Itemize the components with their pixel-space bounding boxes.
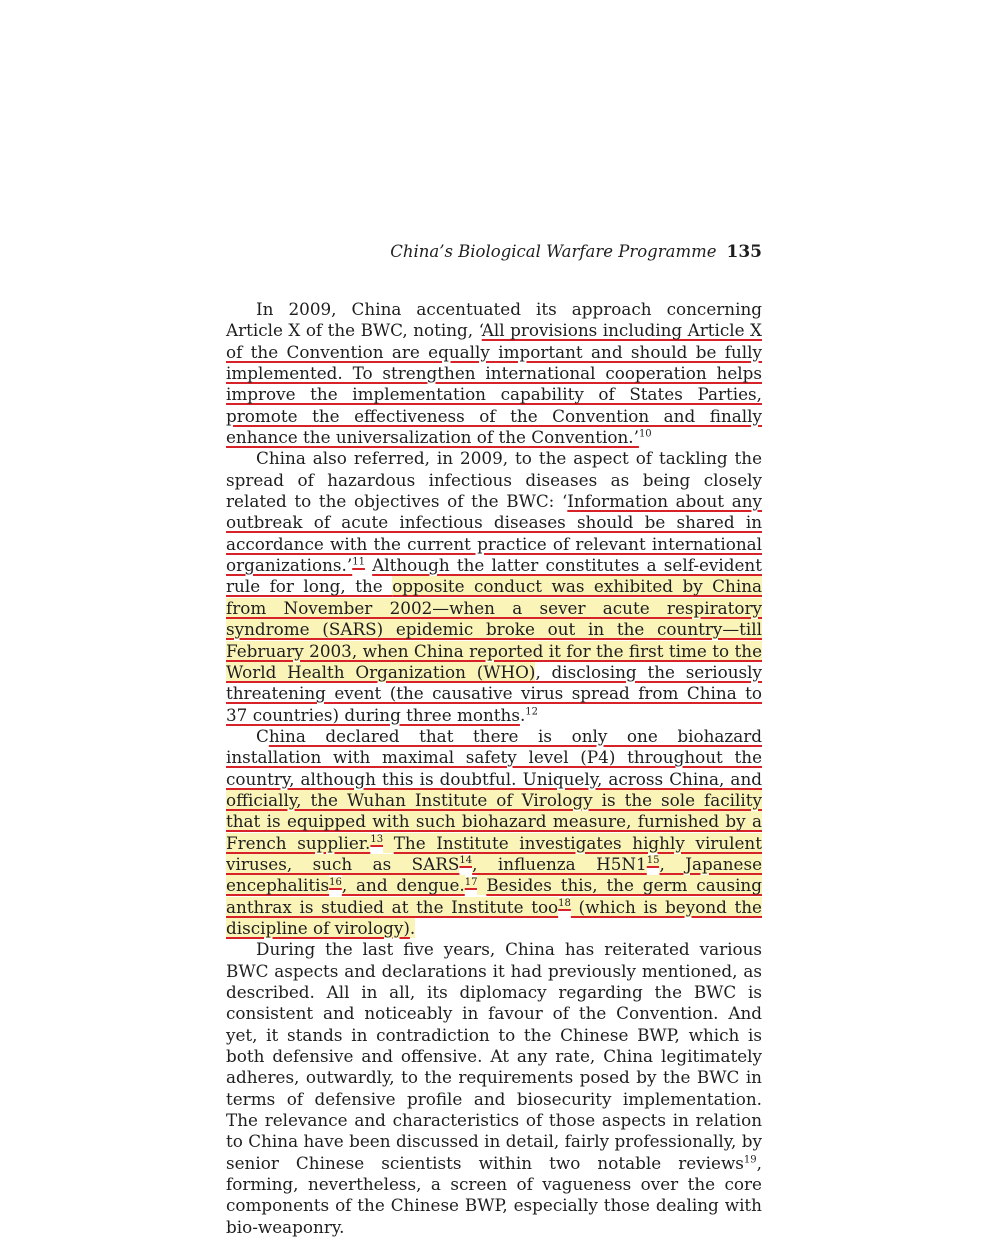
underlined-text: All provisions including Article X of the Convention are equally important and should be fully implemented. To strengthen international cooperation helps improve the implementation capability of States Parties, promote the effectiveness of the Convention and finally enhance the universalization of the Convention.’ — [226, 320, 762, 448]
highlighted-text: , influenza H5N1 — [472, 853, 647, 874]
body-text: . — [519, 704, 526, 725]
running-header — [226, 242, 762, 262]
highlighted-text — [383, 833, 394, 853]
highlighted-text: officially, the Wuhan Institute of Virology is the sole facility that is equipped with such biohazard measure, furnished by a French supplier. — [226, 789, 762, 853]
footnote-marker: 18 — [558, 898, 571, 910]
footnote-marker: 10 — [638, 428, 652, 440]
body-text: During the last five years, China has reiterated various BWC aspects and declarations it had previously mentioned, as described. All in all, its diplomacy regarding the BWC is consistent and noticeably in favour of the Convention. And yet, it stands in contradiction to the Chinese BWP, which is both defensive and offensive. At any rate, China legitimately adheres, outwardly, to the requirements posed by the BWC in terms of defensive profile and biosecurity implementation. The relevance and characteristics of those aspects in relation to China have been discussed in detail, fairly professionally, by senior Chinese scientists within two notable reviews — [226, 939, 762, 1173]
body-text: China also referred, in 2009, to the aspect of tackling the spread of hazardous infectious diseases as being closely related to the objectives of the BWC: ‘ — [226, 448, 762, 512]
footnote-marker: 13 — [370, 834, 384, 845]
page-body — [226, 299, 762, 1238]
highlighted-text — [477, 875, 486, 895]
highlighted-text: (which is beyond the discipline of virology) — [226, 896, 762, 938]
body-text: C — [256, 725, 269, 746]
underlined-text: Although the latter constitutes a self-evident rule for long, the — [226, 555, 762, 597]
underlined-text: hina declared that there is only one biohazard installation with maximal safety level (P4) throughout the country, although this is doubtful. Uniquely, across China, and — [226, 725, 762, 789]
body-text: In 2009, China accentuated its approach concerning Article X of the BWC, noting, ‘ — [226, 299, 762, 341]
paragraph — [226, 726, 762, 939]
highlighted-text: The Institute investigates highly virulent viruses, such as SARS — [226, 832, 762, 874]
paragraph — [226, 448, 762, 725]
highlighted-text: . — [409, 917, 416, 938]
footnote-marker: 14 — [459, 855, 473, 867]
highlighted-text: , Japanese encephalitis — [226, 853, 762, 896]
highlighted-text: opposite conduct was exhibited by China from November 2002—when a sever acute respiratory syndrome (SARS) epidemic broke out in the country—till February 2003, when China reported it for the first time to the World Health Organization (WHO) — [226, 576, 763, 682]
footnote-marker: 12 — [525, 705, 539, 717]
page-number: 135 — [726, 242, 762, 262]
underlined-text: Information about any outbreak of acute infectious diseases should be shared in accordance with the current practice of relevant international organizations.’ — [226, 491, 762, 576]
underlined-text: , disclosing the seriously threatening event (the causative virus spread from China to 37 countries) during three months — [226, 661, 762, 725]
footnote-marker: 11 — [352, 556, 365, 568]
footnote-marker: 16 — [329, 876, 342, 888]
running-header-title: China’s Biological Warfare Programme — [390, 242, 717, 261]
body-text: , forming, nevertheless, a screen of vagueness over the core components of the Chinese BWP, especially those dealing with bio-weaponry. — [226, 1152, 762, 1237]
paragraph — [226, 939, 762, 1238]
highlighted-text: Besides this, the germ causing anthrax is studied at the Institute too — [226, 875, 762, 917]
footnote-marker: 15 — [646, 855, 660, 867]
footnote-marker: 19 — [743, 1154, 757, 1166]
footnote-marker: 17 — [464, 876, 478, 888]
highlighted-text: , and dengue. — [341, 875, 465, 896]
paragraph — [226, 299, 762, 448]
